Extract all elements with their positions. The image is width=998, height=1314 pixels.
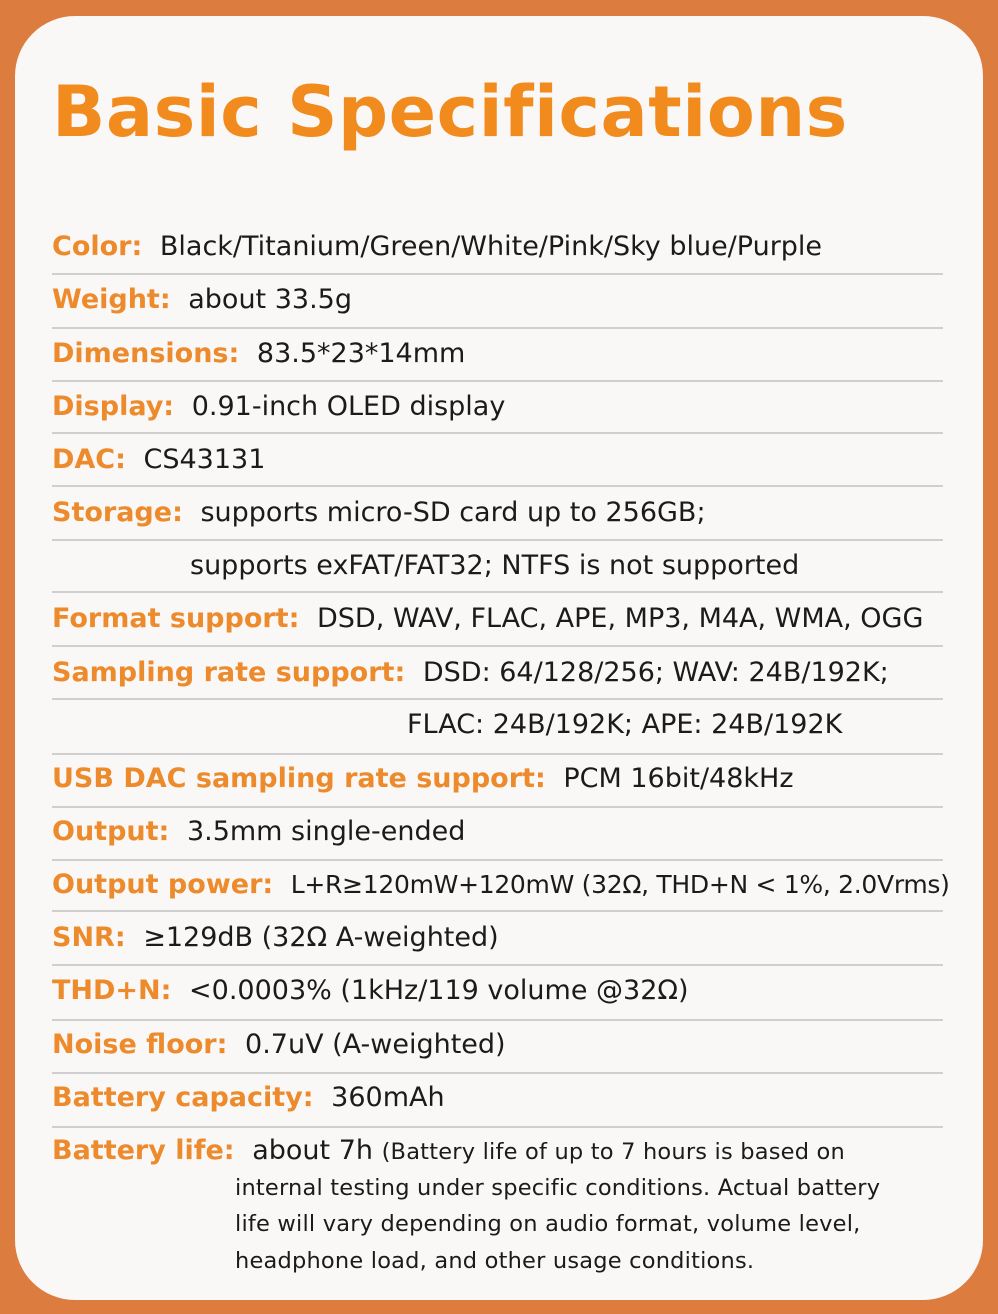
spec-row-output-power — [52, 868, 950, 902]
divider — [52, 539, 943, 541]
spec-value: supports micro-SD card up to 256GB; — [200, 497, 706, 528]
divider — [52, 273, 943, 275]
spec-value-continued: FLAC: 24B/192K; APE: 24B/192K — [407, 709, 843, 740]
spec-label: THD+N: — [52, 975, 172, 1006]
spec-row-battery-life — [52, 1134, 845, 1169]
spec-value: 0.91-inch OLED display — [191, 391, 506, 422]
spec-value: L+R≥120mW+120mW (32Ω, THD+N < 1%, 2.0Vrms) — [290, 870, 950, 899]
spec-row-format — [52, 602, 923, 636]
spec-value: 0.7uV (A-weighted) — [245, 1029, 506, 1060]
divider — [52, 327, 943, 329]
spec-value: 360mAh — [331, 1082, 445, 1113]
battery-life-note: headphone load, and other usage conditions. — [235, 1248, 755, 1274]
spec-label: SNR: — [52, 922, 126, 953]
spec-row-display — [52, 390, 505, 424]
battery-life-note: (Battery life of up to 7 hours is based on — [381, 1139, 845, 1165]
spec-value: about 7h — [252, 1135, 373, 1166]
spec-label: Format support: — [52, 603, 300, 634]
divider — [52, 1019, 943, 1021]
divider — [52, 910, 943, 912]
spec-label: Output: — [52, 816, 170, 847]
spec-value: CS43131 — [143, 444, 266, 475]
spec-label: Storage: — [52, 497, 183, 528]
spec-label: Battery capacity: — [52, 1082, 314, 1113]
spec-value: DSD: 64/128/256; WAV: 24B/192K; — [422, 657, 889, 688]
spec-value: <0.0003% (1kHz/119 volume @32Ω) — [189, 975, 689, 1006]
divider — [52, 485, 943, 487]
spec-value: DSD, WAV, FLAC, APE, MP3, M4A, WMA, OGG — [316, 603, 924, 634]
spec-row-usb-dac — [52, 762, 794, 796]
spec-label: Noise floor: — [52, 1029, 228, 1060]
spec-label: Weight: — [52, 284, 171, 315]
spec-value: PCM 16bit/48kHz — [563, 763, 794, 794]
spec-row-weight — [52, 283, 352, 317]
spec-value-continued: supports exFAT/FAT32; NTFS is not supported — [190, 550, 800, 581]
battery-life-note: life will vary depending on audio format, volume level, — [235, 1211, 861, 1237]
spec-row-dac — [52, 443, 265, 477]
divider — [52, 591, 943, 593]
spec-label: Output power: — [52, 869, 274, 900]
spec-row-color — [52, 230, 822, 264]
spec-label: Display: — [52, 391, 175, 422]
spec-label: Dimensions: — [52, 338, 240, 369]
spec-row-thdn — [52, 974, 689, 1008]
divider — [52, 964, 943, 966]
spec-label: Battery life: — [52, 1135, 235, 1166]
spec-value: Black/Titanium/Green/White/Pink/Sky blue/Purple — [159, 231, 823, 262]
divider — [52, 753, 943, 755]
spec-label: DAC: — [52, 444, 126, 475]
divider — [52, 1072, 943, 1074]
divider — [52, 380, 943, 382]
spec-value: 83.5*23*14mm — [256, 338, 466, 369]
divider — [52, 645, 943, 647]
spec-row-noise-floor — [52, 1028, 506, 1062]
spec-row-output — [52, 815, 465, 849]
page-title: Basic Specifications — [52, 71, 848, 153]
divider — [52, 859, 943, 861]
spec-row-battery-capacity — [52, 1081, 445, 1115]
spec-row-snr — [52, 921, 499, 955]
spec-row-storage — [52, 496, 706, 530]
divider — [52, 806, 943, 808]
battery-life-note: internal testing under specific conditions. Actual battery — [235, 1175, 881, 1201]
spec-row-sampling — [52, 656, 889, 690]
spec-card — [15, 16, 983, 1300]
divider — [52, 432, 943, 434]
divider — [52, 698, 943, 700]
spec-row-dimensions — [52, 337, 465, 371]
spec-label: USB DAC sampling rate support: — [52, 763, 546, 794]
spec-label: Sampling rate support: — [52, 657, 406, 688]
spec-value: about 33.5g — [188, 284, 352, 315]
spec-value: ≥129dB (32Ω A-weighted) — [143, 922, 499, 953]
spec-value: 3.5mm single-ended — [186, 816, 466, 847]
divider — [52, 1126, 943, 1128]
spec-label: Color: — [52, 231, 143, 262]
